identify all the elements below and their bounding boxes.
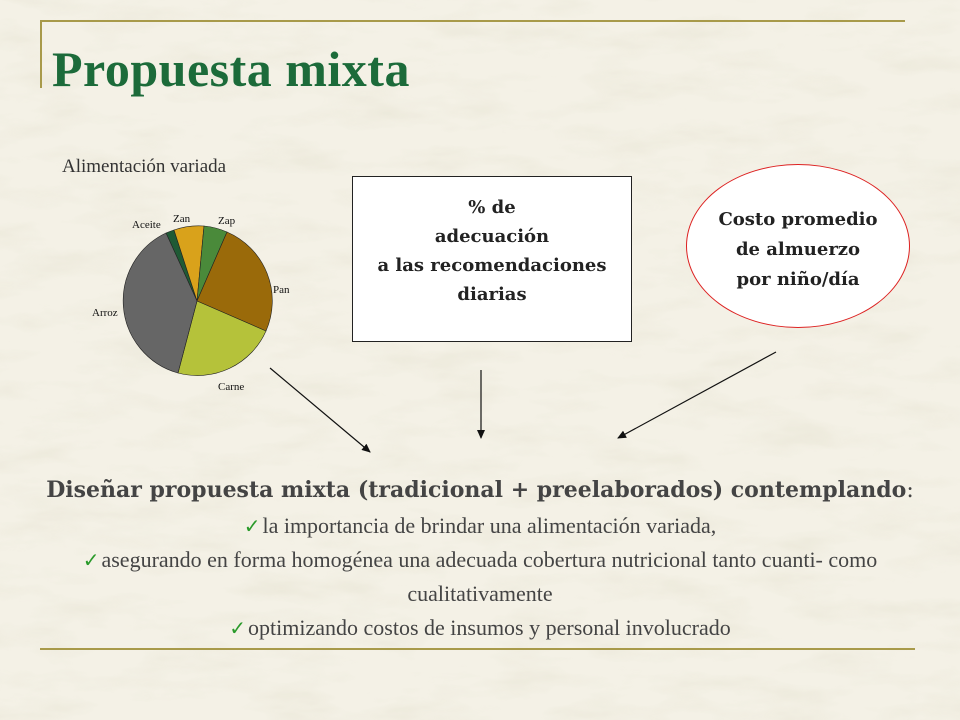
main-text xyxy=(40,472,920,645)
adequacy-line-2: adecuación xyxy=(434,226,550,247)
bullet-text-1: la importancia de brindar una alimentación variada, xyxy=(262,513,717,538)
arrow-from-pie xyxy=(270,368,370,452)
bullet-text-3: optimizando costos de insumos y personal involucrado xyxy=(248,615,731,640)
adequacy-line-3: a las recomendaciones xyxy=(377,255,607,276)
bullet-text-2: asegurando en forma homogénea una adecuada cobertura nutricional tanto cuanti- como cualitativamente xyxy=(101,547,878,606)
bullet-item xyxy=(40,543,920,611)
bullet-item xyxy=(40,509,920,543)
pie-label-zan: Zan xyxy=(173,213,191,225)
adequacy-line-4: diarias xyxy=(457,284,527,305)
slide-title: Propuesta mixta xyxy=(52,41,410,97)
pie-label-arroz: Arroz xyxy=(92,307,118,319)
bullet-item xyxy=(40,611,920,645)
main-heading xyxy=(40,472,920,509)
checkmark-icon: ✓ xyxy=(229,616,247,640)
adequacy-line-1: % de xyxy=(468,197,516,218)
pie-label-zap: Zap xyxy=(218,215,236,227)
cost-line-1: Costo promedio xyxy=(718,209,878,230)
main-heading-text: Diseñar propuesta mixta (tradicional + preelaborados) contemplando xyxy=(46,477,907,503)
main-heading-colon: : xyxy=(906,478,914,503)
checkmark-icon: ✓ xyxy=(82,548,100,572)
checkmark-icon: ✓ xyxy=(243,514,261,538)
arrow-from-ellipse xyxy=(618,352,776,438)
pie-subtitle: Alimentación variada xyxy=(62,156,227,177)
pie-label-pan: Pan xyxy=(273,284,290,296)
cost-line-2: de almuerzo xyxy=(735,239,861,260)
pie-label-carne: Carne xyxy=(218,381,245,393)
cost-line-3: por niño/día xyxy=(736,269,860,290)
pie-label-aceite: Aceite xyxy=(132,219,161,231)
